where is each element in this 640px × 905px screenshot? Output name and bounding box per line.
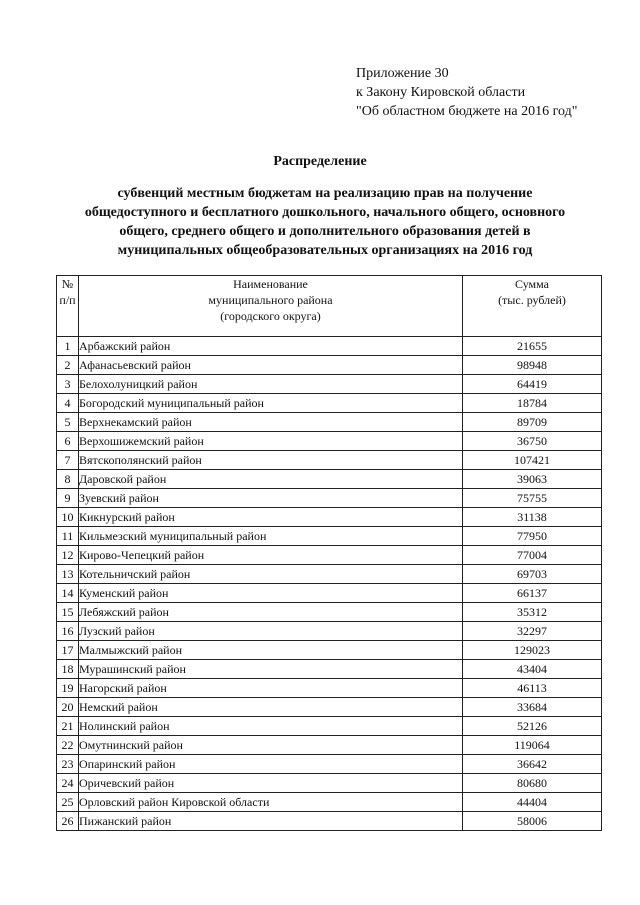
district-name: Оричевский район — [79, 774, 463, 793]
subsidy-amount: 32297 — [463, 622, 602, 641]
subsidy-table — [56, 275, 602, 831]
table-row — [57, 451, 602, 470]
district-name: Кикнурский район — [79, 508, 463, 527]
district-name: Верхнекамский район — [79, 413, 463, 432]
subsidy-amount: 107421 — [463, 451, 602, 470]
table-row — [57, 508, 602, 527]
table-row — [57, 774, 602, 793]
table-body — [57, 337, 602, 831]
header-sum-line: Сумма — [515, 277, 549, 291]
appendix-law-reference: к Закону Кировской области — [356, 85, 526, 100]
district-name: Богородский муниципальный район — [79, 394, 463, 413]
subsidy-amount: 35312 — [463, 603, 602, 622]
district-name: Верхошижемский район — [79, 432, 463, 451]
table-row — [57, 413, 602, 432]
table-row — [57, 432, 602, 451]
table-row — [57, 698, 602, 717]
district-name: Мурашинский район — [79, 660, 463, 679]
district-name: Орловский район Кировской области — [79, 793, 463, 812]
row-number: 6 — [57, 432, 79, 451]
header-sum — [463, 276, 602, 337]
header-name-line: муниципального района — [208, 293, 333, 307]
table-row — [57, 565, 602, 584]
district-name: Куменский район — [79, 584, 463, 603]
district-name: Даровской район — [79, 470, 463, 489]
subsidy-amount: 33684 — [463, 698, 602, 717]
row-number: 3 — [57, 375, 79, 394]
appendix-law-title: "Об областном бюджете на 2016 год" — [356, 104, 578, 119]
row-number: 13 — [57, 565, 79, 584]
subsidy-amount: 80680 — [463, 774, 602, 793]
district-name: Кильмезский муниципальный район — [79, 527, 463, 546]
district-name: Нагорский район — [79, 679, 463, 698]
row-number: 9 — [57, 489, 79, 508]
district-name: Зуевский район — [79, 489, 463, 508]
subtitle-line: субвенций местным бюджетам на реализацию прав на получение — [117, 186, 533, 201]
row-number: 2 — [57, 356, 79, 375]
table-row — [57, 546, 602, 565]
table-row — [57, 489, 602, 508]
header-district-name — [79, 276, 463, 337]
row-number: 14 — [57, 584, 79, 603]
subsidy-amount: 43404 — [463, 660, 602, 679]
subsidy-amount: 18784 — [463, 394, 602, 413]
header-sum-line: (тыс. рублей) — [498, 293, 566, 307]
row-number: 20 — [57, 698, 79, 717]
subsidy-amount: 52126 — [463, 717, 602, 736]
table-row — [57, 641, 602, 660]
table-row — [57, 527, 602, 546]
row-number: 26 — [57, 812, 79, 831]
row-number: 4 — [57, 394, 79, 413]
table-row — [57, 622, 602, 641]
subsidy-amount: 66137 — [463, 584, 602, 603]
subsidy-amount: 129023 — [463, 641, 602, 660]
district-name: Лебяжский район — [79, 603, 463, 622]
subsidy-amount: 77004 — [463, 546, 602, 565]
table-row — [57, 356, 602, 375]
subsidy-amount: 39063 — [463, 470, 602, 489]
header-number — [57, 276, 79, 337]
subsidy-amount: 119064 — [463, 736, 602, 755]
subsidy-amount: 44404 — [463, 793, 602, 812]
appendix-number: Приложение 30 — [356, 66, 449, 81]
district-name: Омутнинский район — [79, 736, 463, 755]
row-number: 17 — [57, 641, 79, 660]
table-row — [57, 679, 602, 698]
subtitle-line: муниципальных общеобразовательных организациях на 2016 год — [117, 243, 533, 258]
district-name: Белохолуницкий район — [79, 375, 463, 394]
table-row — [57, 736, 602, 755]
row-number: 25 — [57, 793, 79, 812]
header-name-line: Наименование — [233, 277, 308, 291]
district-name: Вятскополянский район — [79, 451, 463, 470]
table-row — [57, 717, 602, 736]
subsidy-amount: 89709 — [463, 413, 602, 432]
row-number: 1 — [57, 337, 79, 356]
district-name: Афанасьевский район — [79, 356, 463, 375]
district-name: Нолинский район — [79, 717, 463, 736]
subsidy-amount: 75755 — [463, 489, 602, 508]
header-name-line: (городского округа) — [220, 309, 321, 323]
row-number: 10 — [57, 508, 79, 527]
row-number: 15 — [57, 603, 79, 622]
subsidy-amount: 36642 — [463, 755, 602, 774]
subsidy-amount: 21655 — [463, 337, 602, 356]
subsidy-amount: 64419 — [463, 375, 602, 394]
table-row — [57, 603, 602, 622]
row-number: 11 — [57, 527, 79, 546]
row-number: 5 — [57, 413, 79, 432]
row-number: 16 — [57, 622, 79, 641]
row-number: 19 — [57, 679, 79, 698]
row-number: 12 — [57, 546, 79, 565]
table-row — [57, 584, 602, 603]
table-row — [57, 812, 602, 831]
subtitle-line: общедоступного и бесплатного дошкольного, начального общего, основного — [84, 205, 566, 220]
district-name: Лузский район — [79, 622, 463, 641]
table-row — [57, 793, 602, 812]
district-name: Кирово-Чепецкий район — [79, 546, 463, 565]
subtitle-line: общего, среднего общего и дополнительного образования детей в — [119, 224, 531, 239]
subsidy-amount: 58006 — [463, 812, 602, 831]
district-name: Пижанский район — [79, 812, 463, 831]
row-number: 7 — [57, 451, 79, 470]
row-number: 22 — [57, 736, 79, 755]
table-row — [57, 394, 602, 413]
subsidy-amount: 69703 — [463, 565, 602, 584]
table-row — [57, 470, 602, 489]
appendix-block — [356, 64, 577, 121]
subsidy-amount: 31138 — [463, 508, 602, 527]
district-name: Котельничский район — [79, 565, 463, 584]
subsidy-amount: 46113 — [463, 679, 602, 698]
subsidy-amount: 98948 — [463, 356, 602, 375]
row-number: 18 — [57, 660, 79, 679]
subsidy-amount: 77950 — [463, 527, 602, 546]
document-subtitle — [40, 184, 610, 260]
table-header-row — [57, 276, 602, 337]
subsidy-amount: 36750 — [463, 432, 602, 451]
table-row — [57, 660, 602, 679]
district-name: Малмыжский район — [79, 641, 463, 660]
row-number: 8 — [57, 470, 79, 489]
row-number: 24 — [57, 774, 79, 793]
header-number-line: № — [61, 277, 74, 291]
table-row — [57, 337, 602, 356]
district-name: Опаринский район — [79, 755, 463, 774]
header-number-line: п/п — [59, 293, 76, 307]
document-title: Распределение — [273, 154, 367, 169]
district-name: Арбажский район — [79, 337, 463, 356]
table-row — [57, 375, 602, 394]
row-number: 23 — [57, 755, 79, 774]
district-name: Немский район — [79, 698, 463, 717]
row-number: 21 — [57, 717, 79, 736]
table-row — [57, 755, 602, 774]
